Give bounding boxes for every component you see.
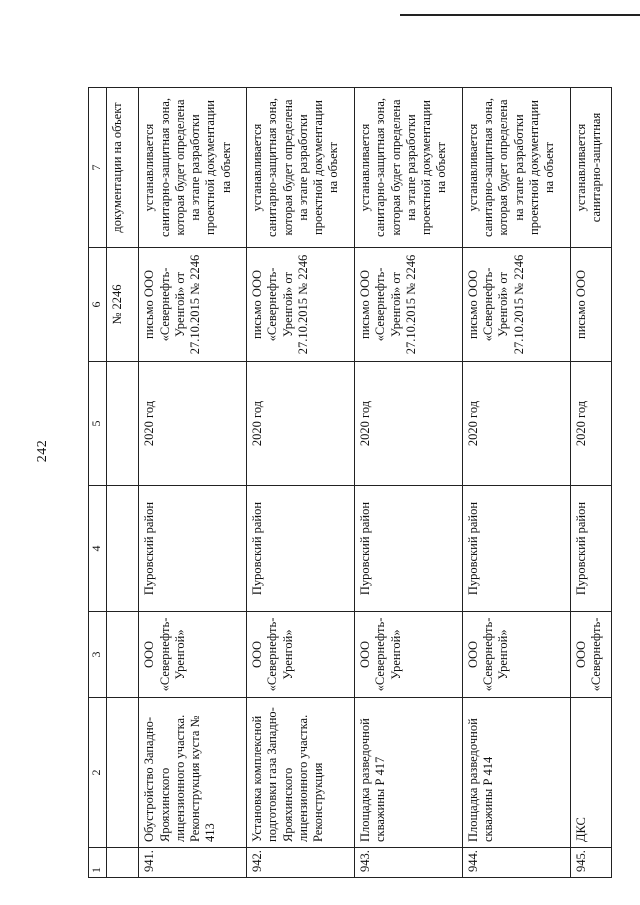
note: устанавливается санитарно-защитная зона, которая будет определена на этапе разработки проектной документации на объект (139, 88, 247, 248)
column-header: 2 (89, 698, 107, 848)
document-reference: письмо ООО «Севернефть-Уренгой» от 27.10.2015 № 2246 (247, 248, 355, 362)
document-reference: письмо ООО (570, 248, 611, 362)
empty-cell (106, 362, 139, 486)
object-name: Обустройство Западно-Ярояхинского лицензионного участка. Реконструкция куста № 413 (139, 698, 247, 848)
row-number: 945. (570, 848, 611, 878)
column-header: 1 (89, 848, 107, 878)
empty-cell (106, 612, 139, 698)
row-number: 942. (247, 848, 355, 878)
column-header: 3 (89, 612, 107, 698)
row-number: 943. (355, 848, 463, 878)
header-rule (400, 14, 640, 16)
year: 2020 год (139, 362, 247, 486)
table-row (355, 88, 463, 878)
document-reference: письмо ООО «Севернефть-Уренгой» от 27.10.2015 № 2246 (139, 248, 247, 362)
page-number: 242 (35, 439, 50, 463)
organization: ООО «Севернефть- (570, 612, 611, 698)
column-header: 6 (89, 248, 107, 362)
objects-table (88, 87, 612, 878)
district: Пуровский район (570, 486, 611, 612)
year: 2020 год (355, 362, 463, 486)
object-name: Установка комплексной подготовки газа Западно-Ярояхинского лицензионного участка. Реконструкция (247, 698, 355, 848)
organization: ООО «Севернефть-Уренгой» (462, 612, 570, 698)
row-number: 944. (462, 848, 570, 878)
table-row (570, 88, 611, 878)
table-row (247, 88, 355, 878)
column-header: 7 (89, 88, 107, 248)
rotated-table-container (88, 88, 612, 878)
document-reference: письмо ООО «Севернефть-Уренгой» от 27.10.2015 № 2246 (355, 248, 463, 362)
note-cell: документации на объект (106, 88, 139, 248)
district: Пуровский район (139, 486, 247, 612)
table-row (462, 88, 570, 878)
district: Пуровский район (247, 486, 355, 612)
note: устанавливается санитарно-защитная зона, которая будет определена на этапе разработки проектной документации на объект (462, 88, 570, 248)
year: 2020 год (247, 362, 355, 486)
doc-cell: № 2246 (106, 248, 139, 362)
organization: ООО «Севернефть-Уренгой» (139, 612, 247, 698)
note: устанавливается санитарно-защитная (570, 88, 611, 248)
year: 2020 год (462, 362, 570, 486)
row-number: 941. (139, 848, 247, 878)
column-header: 4 (89, 486, 107, 612)
column-header: 5 (89, 362, 107, 486)
continued-row (106, 88, 139, 878)
year: 2020 год (570, 362, 611, 486)
object-name: ДКС (570, 698, 611, 848)
object-name: Площадка разведочной скважины Р 414 (462, 698, 570, 848)
note: устанавливается санитарно-защитная зона, которая будет определена на этапе разработки проектной документации на объект (355, 88, 463, 248)
table-row (139, 88, 247, 878)
empty-cell (106, 848, 139, 878)
column-number-row (89, 88, 107, 878)
organization: ООО «Севернефть-Уренгой» (355, 612, 463, 698)
note: устанавливается санитарно-защитная зона, которая будет определена на этапе разработки проектной документации на объект (247, 88, 355, 248)
district: Пуровский район (355, 486, 463, 612)
district: Пуровский район (462, 486, 570, 612)
organization: ООО «Севернефть-Уренгой» (247, 612, 355, 698)
empty-cell (106, 698, 139, 848)
empty-cell (106, 486, 139, 612)
object-name: Площадка разведочной скважины Р 417 (355, 698, 463, 848)
document-reference: письмо ООО «Севернефть-Уренгой» от 27.10.2015 № 2246 (462, 248, 570, 362)
